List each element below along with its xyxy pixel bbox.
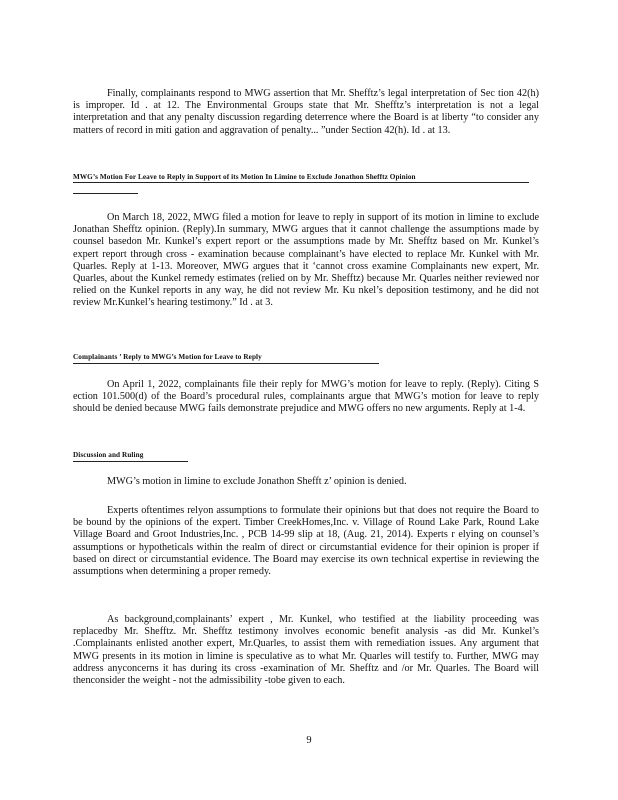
paragraph-experts: Experts oftentimes relyon assumptions to formulate their opinions but that does not require the Board to be bound by the opinions of the expert. Timber CreekHomes,Inc. v. Village of Round Lake Park, Round Lake Village Board and Groot Industries,Inc. , PCB 14-99 slip at 18, (Aug. 21, 2014). Experts r elying on counsel’s assumptions or hypotheticals within the realm of direct or circumstantial evidence for their opinion is proper if based on direct or circumstantial evidence. The Board may exercise its own technical expertise in reviewing the assumptions when determining a proper remedy. — [73, 505, 539, 578]
paragraph-background: As background,complainants’ expert , Mr. Kunkel, who testified at the liability proceeding was replacedby Mr. Shefftz. Mr. Shefftz testimony involves economic benefit analysis -as did Mr. Kunkel’s .Complainants enlisted another expert, Mr.Quarles, to assist them with remediation issues. Any argument that MWG presents in its motion in limine is speculative as to what Mr. Quarles will testify to. Further, MWG may address anyconcerns it has during its cross -examination of Mr. Shefftz and /or Mr. Quarles. The Board will thenconsider the weight - not the admissibility -tobe given to each. — [73, 614, 539, 687]
page-number: 9 — [306, 735, 312, 746]
heading-motion-for-leave: MWG’s Motion For Leave to Reply in Support of its Motion In Limine to Exclude Jonathon Shefftz Opinion — [73, 173, 416, 181]
heading-underline — [73, 461, 188, 462]
heading-underline — [73, 182, 529, 183]
heading-underline — [73, 193, 138, 194]
heading-underline — [73, 363, 379, 364]
paragraph-finally: Finally, complainants respond to MWG assertion that Mr. Shefftz’s legal interpretation of Sec tion 42(h) is improper. Id . at 12. The Environmental Groups state that Mr. Shefftz’s interpretation is not a legal interpretation and that any penalty discussion regarding deterrence where the Board is at liberty “to consider any matters of record in miti gation and aggravation of penalty... ”under Section 42(h). Id . at 13. — [73, 88, 539, 136]
paragraph-april-1: On April 1, 2022, complainants file their reply for MWG’s motion for leave to reply. (Reply). Citing S ection 101.500(d) of the Board’s procedural rules, complainants argue that MWG’s motion for leave to reply should be denied because MWG fails demonstrate prejudice and MWG offers no new arguments. Reply at 1-4. — [73, 379, 539, 415]
paragraph-ruling: MWG’s motion in limine to exclude Jonathon Shefft z’ opinion is denied. — [107, 476, 407, 487]
heading-discussion-ruling: Discussion and Ruling — [73, 451, 144, 459]
heading-complainants-reply: Complainants ’ Reply to MWG’s Motion for Leave to Reply — [73, 353, 262, 361]
paragraph-march-18: On March 18, 2022, MWG filed a motion for leave to reply in support of its motion in limine to exclude Jonathan Shefftz opinion. (Reply).In summary, MWG argues that it cannot challenge the assumptions made by counsel basedon Mr. Kunkel’s expert report or the assumptions made by Mr. Shefftz based on Mr. Kunkel’s expert report through cross - examination because complainant’s have elected to replace Mr. Kunkel with Mr. Quarles. Reply at 1-13. Moreover, MWG argues that it ‘cannot cross examine Complainants new expert, Mr. Quarles, about the Kunkel remedy estimates (relied on by Mr. Shefftz) because Mr. Quarles neither reviewed nor relied on the Kunkel reports in any way, he did not review Mr. Ku nkel’s deposition testimony, and he did not review Mr.Kunkel’s hearing testimony.” Id . at 3. — [73, 212, 539, 309]
